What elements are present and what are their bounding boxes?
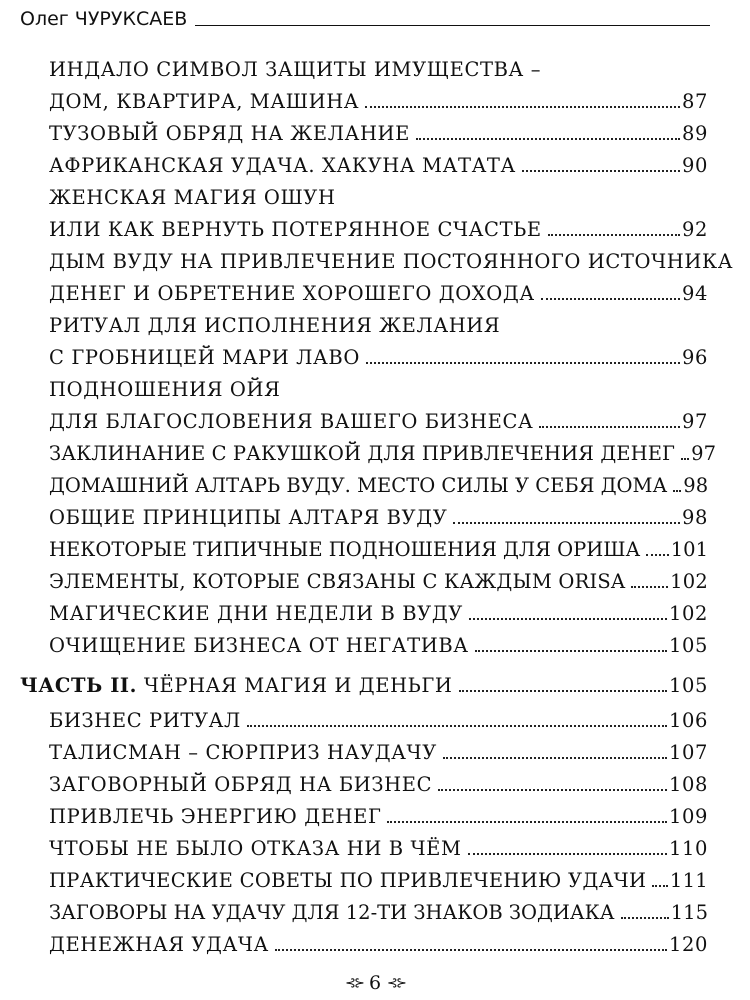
toc-entry (49, 338, 708, 370)
dot-leader (387, 821, 666, 823)
dot-leader (522, 170, 680, 172)
toc-entry (49, 402, 708, 434)
toc-page-number: 97 (681, 410, 708, 433)
toc-entry-title: ИНДАЛО СИМВОЛ ЗАЩИТЫ ИМУЩЕСТВА – (49, 58, 542, 81)
toc-entry-title: ДОМ, КВАРТИРА, МАШИНА (49, 90, 360, 113)
dot-leader (673, 490, 681, 492)
toc-entry (49, 82, 708, 114)
dot-leader (443, 757, 667, 759)
toc-entry-title: МАГИЧЕСКИЕ ДНИ НЕДЕЛИ В ВУДУ (49, 602, 463, 625)
dot-leader (366, 362, 680, 364)
toc-entry (49, 434, 717, 466)
toc-entry-title: ПРИВЛЕЧЬ ЭНЕРГИЮ ДЕНЕГ (49, 805, 382, 828)
toc-page-number: 110 (668, 837, 708, 860)
toc-entry (49, 210, 708, 242)
toc-page-number: 105 (668, 674, 708, 697)
toc-entry-title: ДЕНЕЖНАЯ УДАЧА (49, 933, 269, 956)
toc-entry-title: АФРИКАНСКАЯ УДАЧА. ХАКУНА МАТАТА (49, 154, 516, 177)
left-ornament-icon: ⊰⊱ (345, 975, 363, 991)
toc-entry (49, 274, 708, 306)
toc-page-number: 108 (668, 773, 708, 796)
toc-page-number: 92 (681, 218, 708, 241)
toc-page-number: 111 (669, 869, 708, 892)
page-number: 6 (368, 972, 382, 994)
toc-entry (49, 861, 708, 893)
toc-entry (49, 114, 708, 146)
toc-entry-title: ЗАГОВОРЫ НА УДАЧУ ДЛЯ 12-ТИ ЗНАКОВ ЗОДИАКА (49, 901, 615, 924)
dot-leader (247, 725, 667, 727)
toc-page-number: 94 (681, 282, 708, 305)
toc-entry-title: ДЛЯ БЛАГОСЛОВЕНИЯ ВАШЕГО БИЗНЕСА (49, 410, 534, 433)
dot-leader (275, 949, 667, 951)
toc-entry (49, 370, 708, 402)
toc-entry (49, 893, 708, 925)
toc-page-number: 89 (681, 122, 708, 145)
toc-entry (49, 733, 708, 765)
toc-entry-title: ТУЗОВЫЙ ОБРЯД НА ЖЕЛАНИЕ (49, 122, 410, 145)
toc-entry-title: ОБЩИЕ ПРИНЦИПЫ АЛТАРЯ ВУДУ (49, 506, 448, 529)
dot-leader (681, 458, 689, 460)
right-ornament-icon: ⊰⊱ (387, 975, 405, 991)
dot-leader (475, 650, 667, 652)
dot-leader (469, 618, 667, 620)
toc-page-number: 105 (668, 634, 708, 657)
toc-page-number: 107 (668, 741, 708, 764)
dot-leader (539, 426, 680, 428)
toc-entry (49, 562, 708, 594)
toc-entry-title: ОЧИЩЕНИЕ БИЗНЕСА ОТ НЕГАТИВА (49, 634, 469, 657)
dot-leader (548, 234, 680, 236)
part-label: ЧАСТЬ II. (20, 674, 138, 697)
toc-page-number: 101 (670, 538, 708, 561)
dot-leader (438, 789, 667, 791)
toc-page-number: 115 (670, 901, 708, 924)
toc-entry-title: ЗАКЛИНАНИЕ С РАКУШКОЙ ДЛЯ ПРИВЛЕЧЕНИЯ ДЕНЕГ (49, 442, 676, 465)
author-name: Олег ЧУРУКСАЕВ (20, 8, 188, 30)
dot-leader (416, 138, 680, 140)
toc-entry (49, 701, 708, 733)
toc-entry-title: ДОМАШНИЙ АЛТАРЬ ВУДУ. МЕСТО СИЛЫ У СЕБЯ ДОМА (49, 474, 668, 497)
toc-entry (49, 306, 708, 338)
toc-entry (49, 530, 708, 562)
toc-entry-title: ПОДНОШЕНИЯ ОЙЯ (49, 378, 281, 401)
toc-entry-title: ИЛИ КАК ВЕРНУТЬ ПОТЕРЯННОЕ СЧАСТЬЕ (49, 218, 542, 241)
dot-leader (631, 586, 668, 588)
toc-part-heading (20, 666, 708, 698)
toc-entry-title: С ГРОБНИЦЕЙ МАРИ ЛАВО (49, 346, 360, 369)
part-text: ЧЁРНАЯ МАГИЯ И ДЕНЬГИ (143, 674, 453, 697)
running-header (20, 4, 710, 30)
toc-entry-title: ТАЛИСМАН – СЮРПРИЗ НАУДАЧУ (49, 741, 437, 764)
toc-entry-title: ЗАГОВОРНЫЙ ОБРЯД НА БИЗНЕС (49, 773, 433, 796)
toc-entry (49, 626, 708, 658)
toc-page-number: 106 (668, 709, 708, 732)
toc-page-number: 98 (683, 474, 709, 497)
toc-page-number: 98 (681, 506, 708, 529)
toc-entry (49, 829, 708, 861)
toc-page-number: 87 (681, 90, 708, 113)
toc-entry (49, 178, 708, 210)
toc-entry (49, 594, 708, 626)
toc-entry (49, 797, 708, 829)
dot-leader (459, 690, 667, 692)
toc-page-number: 97 (691, 442, 717, 465)
toc-entry (49, 765, 708, 797)
dot-leader (453, 522, 680, 524)
dot-leader (652, 885, 668, 887)
toc-entry-title: ЭЛЕМЕНТЫ, КОТОРЫЕ СВЯЗАНЫ С КАЖДЫМ ORISA (49, 570, 626, 593)
page-footer (0, 970, 750, 996)
toc-entry (49, 925, 708, 957)
toc-entry (49, 466, 708, 498)
dot-leader (468, 853, 667, 855)
toc-page-number: 102 (668, 602, 708, 625)
dot-leader (646, 554, 669, 556)
toc-page-number: 96 (681, 346, 708, 369)
toc-part-title (20, 674, 453, 698)
dot-leader (541, 298, 680, 300)
toc-page-number: 102 (670, 570, 708, 593)
toc-entry-title: НЕКОТОРЫЕ ТИПИЧНЫЕ ПОДНОШЕНИЯ ДЛЯ ОРИША (49, 538, 641, 561)
toc-entry (49, 242, 734, 274)
toc-entry-title: ДЕНЕГ И ОБРЕТЕНИЕ ХОРОШЕГО ДОХОДА (49, 282, 535, 305)
toc-entry-title: ЧТОБЫ НЕ БЫЛО ОТКАЗА НИ В ЧЁМ (49, 837, 462, 860)
toc-entry-title: РИТУАЛ ДЛЯ ИСПОЛНЕНИЯ ЖЕЛАНИЯ (49, 314, 501, 337)
toc-page-number: 90 (681, 154, 708, 177)
dot-leader (365, 106, 680, 108)
toc-entry-title: ЖЕНСКАЯ МАГИЯ ОШУН (49, 186, 336, 209)
toc-entry (49, 146, 708, 178)
toc-page-number: 109 (668, 805, 708, 828)
dot-leader (621, 917, 669, 919)
toc-entry-title: ПРАКТИЧЕСКИЕ СОВЕТЫ ПО ПРИВЛЕЧЕНИЮ УДАЧИ (49, 869, 647, 892)
toc-entry (49, 50, 708, 82)
header-rule (195, 25, 710, 26)
toc-entry-title: ДЫМ ВУДУ НА ПРИВЛЕЧЕНИЕ ПОСТОЯННОГО ИСТОЧНИКА (49, 250, 734, 273)
toc-page-number: 120 (668, 933, 708, 956)
toc-entry-title: БИЗНЕС РИТУАЛ (49, 709, 241, 732)
toc-entry (49, 498, 708, 530)
